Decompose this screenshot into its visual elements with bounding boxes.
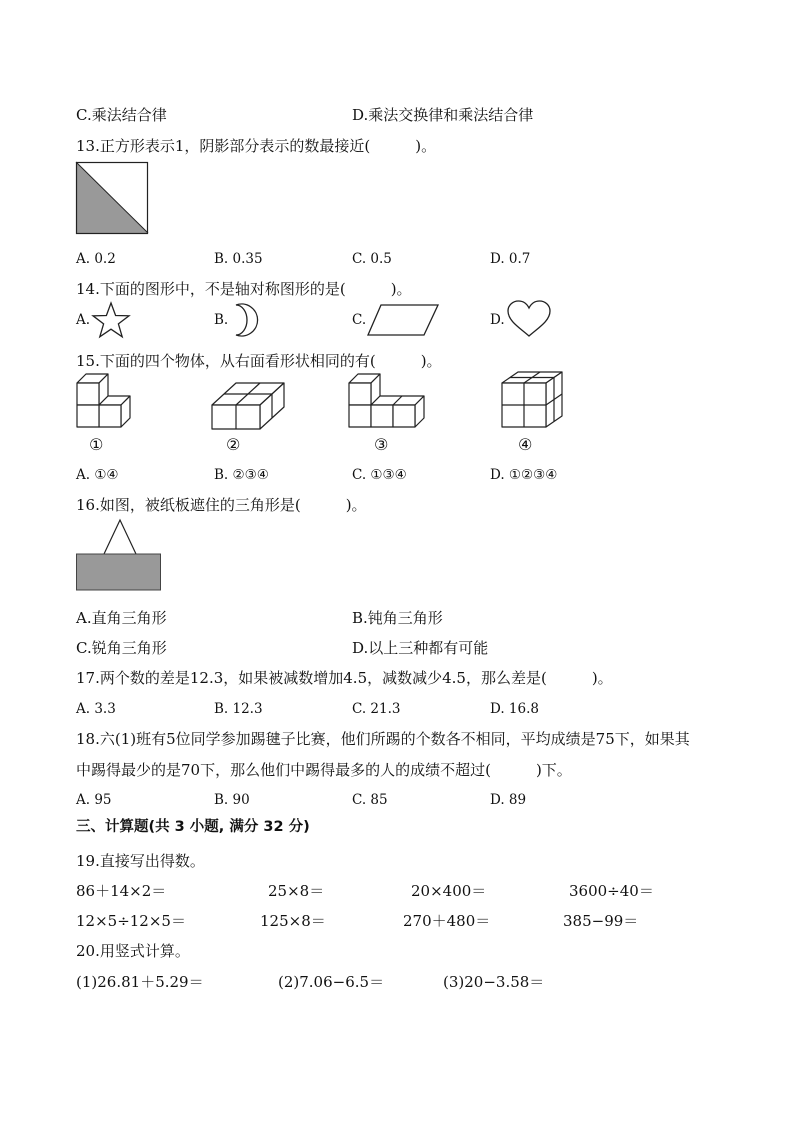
- q20-item-3: (3)20−3.58＝: [443, 973, 545, 991]
- q19-question: 19.直接写出得数。: [76, 852, 205, 870]
- q18-question-line1: 18.六(1)班有5位同学参加踢毽子比赛，他们所踢的个数各不相同，平均成绩是75下，如果其: [76, 730, 690, 748]
- star-icon: [91, 302, 131, 338]
- q13-option-d: D. 0.7: [490, 251, 531, 267]
- q13-question: 13.正方形表示1，阴影部分表示的数最接近( )。: [76, 137, 437, 155]
- q15-option-a: A. ①④: [76, 467, 119, 483]
- q18-option-a: A. 95: [76, 792, 112, 808]
- q15-option-b: B. ②③④: [214, 467, 269, 483]
- q14-question: 14.下面的图形中，不是轴对称图形的是( )。: [76, 280, 412, 298]
- parallelogram-icon: [367, 304, 439, 336]
- q19-expr-2: 25×8＝: [268, 882, 325, 900]
- q15-figure-label-1: ①: [89, 435, 104, 454]
- q18-option-b: B. 90: [214, 792, 250, 808]
- q15-figure-label-3: ③: [374, 435, 389, 454]
- section-title: 三、计算题(共 3 小题, 满分 32 分): [76, 819, 310, 835]
- q15-figure-1: [75, 370, 139, 432]
- q17-question: 17.两个数的差是12.3，如果被减数增加4.5，减数减少4.5，那么差是( )。: [76, 669, 613, 687]
- q13-option-a: A. 0.2: [76, 251, 116, 267]
- q16-paper-board: [77, 554, 161, 590]
- q16-triangle-figure: [76, 518, 162, 592]
- q14-label-d: D.: [490, 312, 505, 328]
- q13-option-c: C. 0.5: [352, 251, 392, 267]
- q19-expr-5: 12×5÷12×5＝: [76, 912, 186, 930]
- q19-expr-8: 385−99＝: [563, 912, 639, 930]
- q19-expr-7: 270＋480＝: [403, 912, 491, 930]
- q20-item-1: (1)26.81＋5.29＝: [76, 973, 204, 991]
- q15-figure-label-2: ②: [226, 435, 241, 454]
- q12-option-c: C.乘法结合律: [76, 106, 167, 124]
- q14-label-a: A.: [76, 312, 91, 328]
- q15-option-d: D. ①②③④: [490, 467, 558, 483]
- q15-figure-2: [210, 380, 292, 432]
- q15-figure-4: [500, 370, 566, 432]
- q14-label-b: B.: [214, 312, 229, 328]
- q17-option-a: A. 3.3: [76, 701, 116, 717]
- q19-expr-6: 125×8＝: [260, 912, 326, 930]
- q19-expr-3: 20×400＝: [411, 882, 487, 900]
- crescent-icon: [230, 303, 254, 337]
- q18-question-line2: 中踢得最少的是70下，那么他们中踢得最多的人的成绩不超过( )下。: [76, 761, 572, 779]
- heart-icon: [506, 300, 552, 338]
- q14-label-c: C.: [352, 312, 367, 328]
- q19-expr-1: 86＋14×2＝: [76, 882, 167, 900]
- q15-figure-label-4: ④: [518, 435, 533, 454]
- q16-option-d: D.以上三种都有可能: [352, 639, 489, 657]
- q12-option-d: D.乘法交换律和乘法结合律: [352, 106, 534, 124]
- q15-option-c: C. ①③④: [352, 467, 407, 483]
- q13-square-figure: [76, 162, 148, 234]
- q19-expr-4: 3600÷40＝: [569, 882, 654, 900]
- q17-option-c: C. 21.3: [352, 701, 401, 717]
- q16-question: 16.如图，被纸板遮住的三角形是( )。: [76, 496, 367, 514]
- q16-option-a: A.直角三角形: [76, 609, 167, 627]
- q17-option-d: D. 16.8: [490, 701, 539, 717]
- q17-option-b: B. 12.3: [214, 701, 263, 717]
- q13-option-b: B. 0.35: [214, 251, 263, 267]
- q18-option-c: C. 85: [352, 792, 388, 808]
- q16-option-b: B.钝角三角形: [352, 609, 443, 627]
- q20-item-2: (2)7.06−6.5＝: [278, 973, 385, 991]
- q15-question: 15.下面的四个物体，从右面看形状相同的有( )。: [76, 352, 442, 370]
- q16-option-c: C.锐角三角形: [76, 639, 167, 657]
- q18-option-d: D. 89: [490, 792, 527, 808]
- q15-figure-3: [347, 370, 437, 432]
- q20-question: 20.用竖式计算。: [76, 942, 190, 960]
